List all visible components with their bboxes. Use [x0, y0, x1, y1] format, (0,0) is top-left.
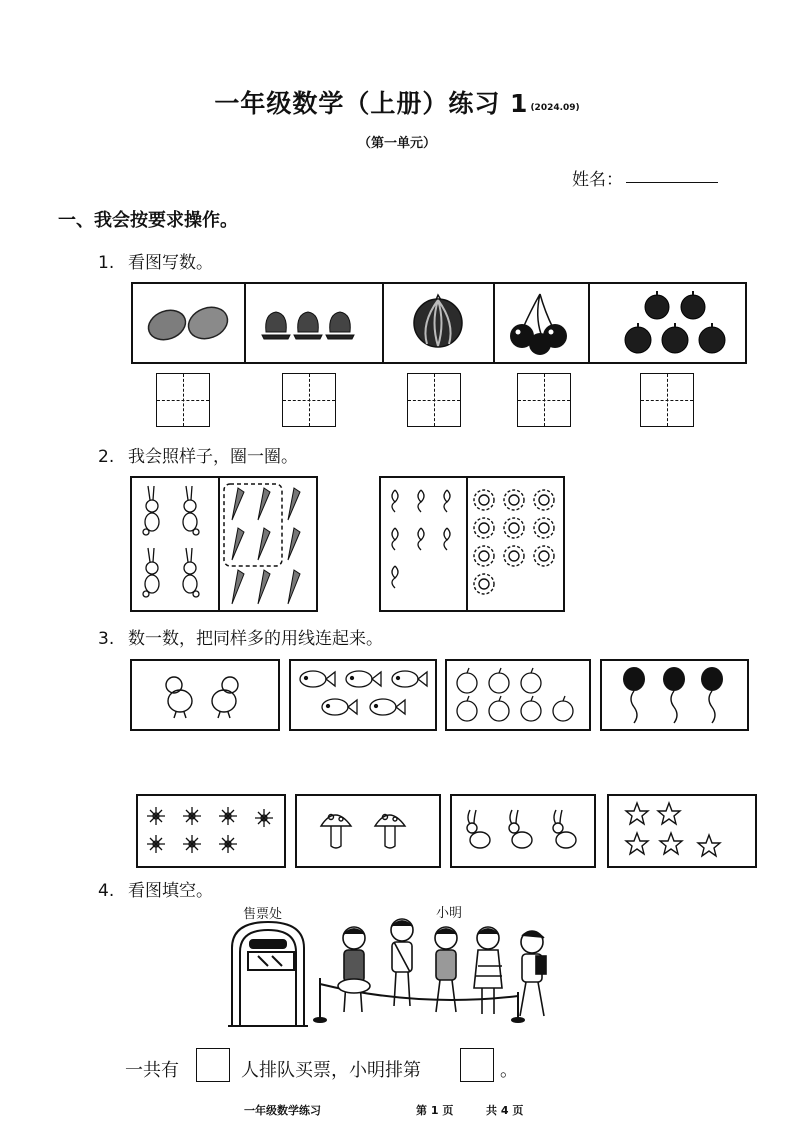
title-date: (2024.09) [530, 103, 580, 113]
q3-apple-box[interactable] [445, 659, 591, 731]
bunny-icon [462, 810, 586, 854]
q2-practice-box [379, 476, 565, 612]
question-4 [98, 876, 213, 901]
question-1 [98, 248, 213, 273]
xiaoming-position-answer-box[interactable] [460, 1048, 494, 1082]
flower-icon [466, 478, 563, 610]
tomato-icon [623, 289, 738, 359]
fill-part-1: 一共有 [125, 1060, 179, 1081]
q2-example-box [130, 476, 318, 612]
answer-grid-2[interactable] [282, 373, 336, 427]
star-icon [625, 802, 745, 862]
mango-icon [145, 298, 235, 348]
fish-icon [297, 667, 429, 723]
question-1-text: 看图写数。 [128, 253, 213, 273]
question-3-number: 3. [98, 629, 115, 649]
q3-chick-box[interactable] [130, 659, 280, 731]
fill-part-3: 。 [500, 1060, 518, 1081]
footer-page-number: 第 1 页 [416, 1104, 454, 1117]
question-4-text: 看图填空。 [128, 881, 213, 901]
butterfly-icon [381, 478, 466, 610]
rabbit-icon [132, 478, 218, 610]
chick-icon [162, 673, 252, 719]
q1-divider [588, 284, 590, 362]
answer-grid-4[interactable] [517, 373, 571, 427]
q1-divider [493, 284, 495, 362]
question-2-number: 2. [98, 447, 115, 467]
footer-subject: 一年级数学练习 [244, 1104, 321, 1117]
question-2-text: 我会照样子，圈一圈。 [128, 447, 298, 467]
question-4-number: 4. [98, 881, 115, 901]
apple-icon [455, 667, 581, 723]
q3-star-box[interactable] [607, 794, 757, 868]
peach-icon [258, 302, 368, 347]
page-subtitle: （第一单元） [357, 136, 436, 151]
q3-mushroom-box[interactable] [295, 794, 441, 868]
carrot-icon [218, 478, 316, 610]
question-3-text: 数一数，把同样多的用线连起来。 [128, 629, 383, 649]
question-2 [98, 442, 298, 467]
cherry-icon [507, 290, 577, 356]
fill-part-2: 人排队买票，小明排第 [241, 1060, 421, 1081]
title-text: 一年级数学（上册）练习 1 [214, 89, 529, 118]
mushroom-icon [319, 808, 419, 854]
name-label: 姓名： [572, 170, 623, 190]
ticket-booth [228, 922, 308, 1026]
queue-illustration [228, 918, 568, 1028]
ticket-office-label: 售票处 [243, 907, 283, 922]
q1-picture-strip [131, 282, 747, 364]
answer-grid-5[interactable] [640, 373, 694, 427]
balloon-icon [622, 667, 728, 725]
answer-grid-1[interactable] [156, 373, 210, 427]
q3-snowflake-box[interactable] [136, 794, 286, 868]
question-3 [98, 624, 383, 649]
watermelon-icon [411, 294, 467, 350]
q1-divider [244, 284, 246, 362]
total-people-answer-box[interactable] [196, 1048, 230, 1082]
q3-fish-box[interactable] [289, 659, 437, 731]
answer-grid-3[interactable] [407, 373, 461, 427]
footer-total-pages: 共 4 页 [486, 1104, 524, 1117]
q1-divider [382, 284, 384, 362]
snowflake-icon [144, 804, 278, 858]
page-title [0, 84, 794, 120]
q3-rabbit-box[interactable] [450, 794, 596, 868]
q3-balloon-box[interactable] [600, 659, 749, 731]
question-1-number: 1. [98, 253, 115, 273]
children-in-line [338, 919, 546, 1016]
name-blank[interactable] [626, 182, 718, 183]
xiaoming-label: 小明 [436, 906, 463, 921]
section-heading: 一、我会按要求操作。 [58, 210, 238, 231]
